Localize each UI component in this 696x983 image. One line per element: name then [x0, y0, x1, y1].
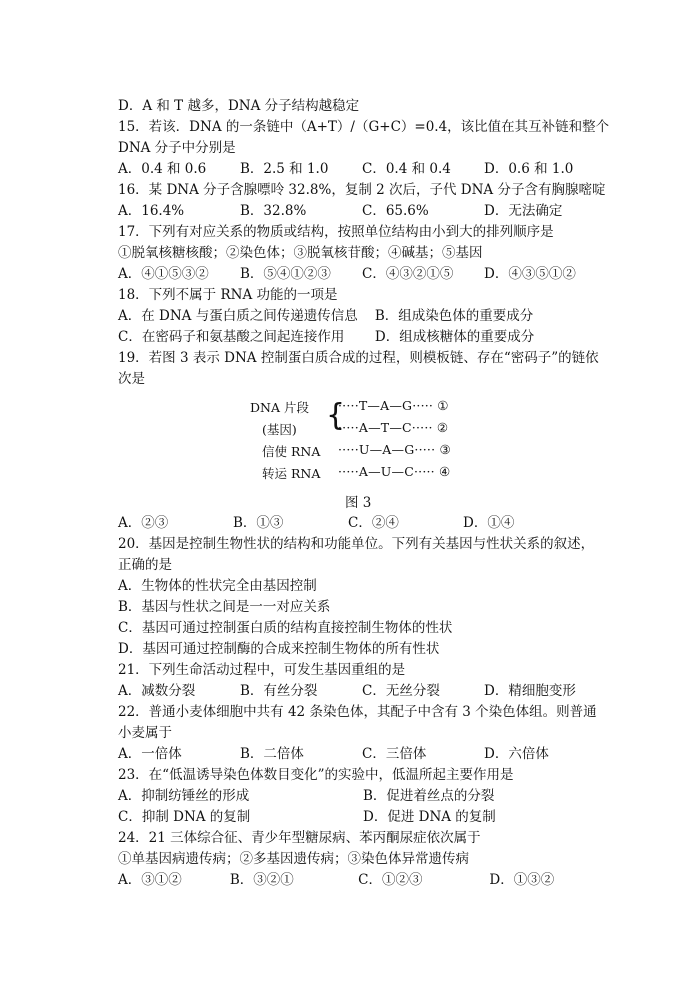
q22-option-d[interactable]: D．六倍体: [484, 746, 549, 762]
q15-option-b[interactable]: B．2.5 和 1.0: [240, 161, 329, 177]
q16-option-d[interactable]: D．无法确定: [484, 203, 563, 219]
figure-caption: 图 3: [345, 495, 372, 511]
q18-option-a[interactable]: A．在 DNA 与蛋白质之间传递遗传信息: [118, 308, 358, 324]
q19-stem-line2: 次是: [118, 371, 145, 387]
q24-options: [118, 870, 608, 891]
q24-items: ①单基因病遗传病；②多基因遗传病；③染色体异常遗传病: [118, 851, 469, 867]
q16-option-c[interactable]: C．65.6%: [362, 203, 429, 219]
q23-option-d[interactable]: D．促进 DNA 的复制: [363, 809, 496, 825]
q19-options: [118, 513, 608, 534]
q18-options-row2: [118, 327, 608, 348]
q24-stem: 24．21 三体综合征、青少年型糖尿病、苯丙酮尿症依次属于: [118, 830, 481, 846]
q16-options: [118, 201, 608, 222]
q19-option-b[interactable]: B．①③: [233, 515, 284, 531]
q15-option-d[interactable]: D．0.6 和 1.0: [484, 161, 574, 177]
q21-option-a[interactable]: A．减数分裂: [118, 683, 196, 699]
questions-block-2: [118, 513, 608, 891]
q21-option-b[interactable]: B．有丝分裂: [240, 683, 318, 699]
q23-option-b[interactable]: B．促进着丝点的分裂: [363, 788, 495, 804]
q19-option-c[interactable]: C．②④: [348, 515, 399, 531]
fig-label-gene: (基因): [262, 422, 297, 437]
q21-options: [118, 681, 608, 702]
q20-option-a[interactable]: A．生物体的性状完全由基因控制: [118, 578, 317, 594]
q23-stem: 23．在“低温诱导染色体数目变化”的实验中，低温所起主要作用是: [118, 767, 514, 783]
q16-option-b[interactable]: B．32.8%: [240, 203, 307, 219]
q17-stem: 17．下列有对应关系的物质或结构，按照单位结构由小到大的排列顺序是: [118, 224, 554, 240]
q23-options-row1: [118, 786, 608, 807]
q17-option-d[interactable]: D．④③⑤①②: [484, 266, 576, 282]
q15-options: [118, 159, 608, 180]
q18-stem: 18．下列不属于 RNA 功能的一项是: [118, 287, 338, 303]
q17-option-b[interactable]: B．⑤④①②③: [240, 266, 331, 282]
q24-option-b[interactable]: B．③②①: [229, 872, 294, 888]
q22-stem-line1: 22．普通小麦体细胞中共有 42 条染色体，其配子中含有 3 个染色体组。则普通: [118, 704, 597, 720]
brace-icon: {: [326, 398, 346, 433]
q15-option-c[interactable]: C．0.4 和 0.4: [362, 161, 451, 177]
q23-options-row2: [118, 807, 608, 828]
q20-option-c[interactable]: C．基因可通过控制蛋白质的结构直接控制生物体的性状: [118, 620, 453, 636]
q14-option-d: D．A 和 T 越多，DNA 分子结构越稳定: [118, 98, 360, 114]
q21-stem: 21．下列生命活动过程中，可发生基因重组的是: [118, 662, 406, 678]
q20-stem-line2: 正确的是: [118, 557, 172, 573]
q22-option-a[interactable]: A．一倍体: [118, 746, 182, 762]
q22-option-b[interactable]: B．二倍体: [240, 746, 304, 762]
q20-stem-line1: 20．基因是控制生物性状的结构和功能单位。下列有关基因与性状关系的叙述，: [118, 536, 595, 552]
fig-seq-4: ·····A—U—C····· ④: [338, 464, 451, 479]
q23-option-a[interactable]: A．抑制纺锤丝的形成: [118, 788, 250, 804]
q21-option-d[interactable]: D．精细胞变形: [484, 683, 576, 699]
q15-stem-line1: 15．若该．DNA 的一条链中（A+T）/（G+C）=0.4，该比值在其互补链和整个: [118, 119, 610, 135]
q19-option-a[interactable]: A．②③: [118, 515, 169, 531]
q23-option-c[interactable]: C．抑制 DNA 的复制: [118, 809, 251, 825]
q22-option-c[interactable]: C．三倍体: [362, 746, 427, 762]
q19-stem-line1: 19．若图 3 表示 DNA 控制蛋白质合成的过程，则模板链、存在“密码子”的链依: [118, 350, 599, 366]
q17-option-a[interactable]: A．④①⑤③②: [118, 266, 209, 282]
q20-option-d[interactable]: D．基因可通过控制酶的合成来控制生物体的所有性状: [118, 641, 440, 657]
figure-3: [250, 396, 480, 486]
q15-stem-line2: DNA 分子中分别是: [118, 140, 236, 156]
fig-seq-2: ·····A—T—C····· ②: [338, 420, 449, 435]
q16-option-a[interactable]: A．16.4%: [118, 203, 185, 219]
q22-options: [118, 744, 608, 765]
q17-items: ①脱氧核糖核酸；②染色体；③脱氧核苷酸；④碱基；⑤基因: [118, 245, 483, 261]
q18-option-d[interactable]: D．组成核糖体的重要成分: [374, 329, 535, 345]
q18-option-c[interactable]: C．在密码子和氨基酸之间起连接作用: [118, 329, 345, 345]
q18-option-b[interactable]: B．组成染色体的重要成分: [374, 308, 534, 324]
q24-option-d[interactable]: D．①③②: [489, 872, 555, 888]
q21-option-c[interactable]: C．无丝分裂: [362, 683, 440, 699]
fig-seq-1: ·····T—A—G····· ①: [338, 398, 449, 413]
fig-label-trna: 转运 RNA: [262, 466, 321, 481]
questions-block-1: [118, 96, 608, 390]
q17-option-c[interactable]: C．④③②①⑤: [362, 266, 454, 282]
q20-option-b[interactable]: B．基因与性状之间是一一对应关系: [118, 599, 331, 615]
q24-option-a[interactable]: A．③①②: [118, 872, 182, 888]
q16-stem: 16．某 DNA 分子含腺嘌呤 32.8%，复制 2 次后，子代 DNA 分子含有胸腺嘧啶: [118, 182, 606, 198]
q15-option-a[interactable]: A．0.4 和 0.6: [118, 161, 207, 177]
fig-label-mrna: 信使 RNA: [262, 444, 321, 459]
fig-label-dna: DNA 片段: [250, 400, 309, 415]
q22-stem-line2: 小麦属于: [118, 725, 172, 741]
q17-options: [118, 264, 608, 285]
q24-option-c[interactable]: C．①②③: [358, 872, 423, 888]
fig-seq-3: ·····U—A—G····· ③: [338, 442, 451, 457]
q19-option-d[interactable]: D．①④: [463, 515, 515, 531]
q18-options-row1: [118, 306, 608, 327]
